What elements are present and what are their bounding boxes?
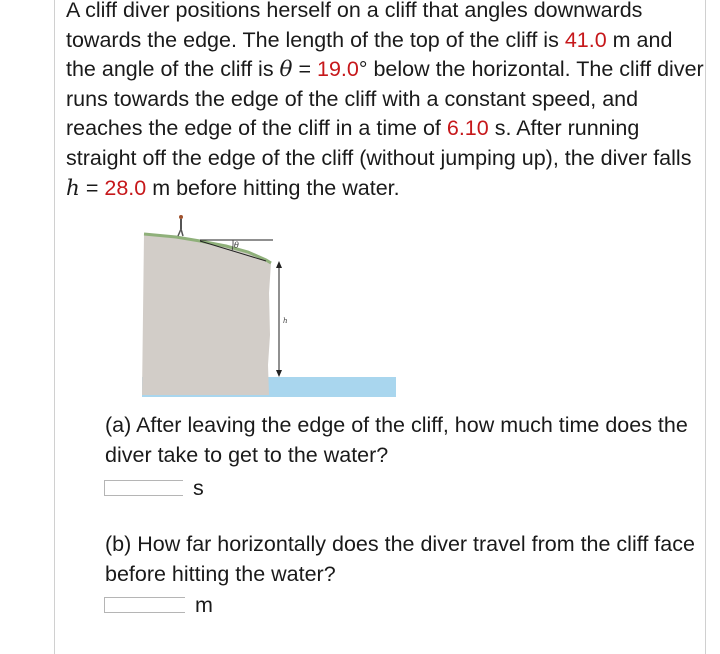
problem-text-2: m and the angle of the cliff is [66,27,673,82]
answer-row-b [104,594,213,616]
answer-row-a [104,477,204,499]
problem-text-4: ° below the horizontal. The cliff diver runs towards the edge of the cliff with a constant speed, and reaches the edge of the cliff in a time of [66,57,704,141]
problem-text-6: = [79,175,105,200]
question-b-text: (b) How far horizontally does the diver travel from the cliff face before hitting the water? [105,532,695,586]
diver-figure [178,215,183,236]
problem-text-1: A cliff diver positions herself on a cliff that angles downwards towards the edge. The length of the top of the cliff is [66,0,643,52]
problem-text-5: s. After running straight off the edge of the cliff (without jumping up), the diver falls [66,116,692,170]
cliff-body [142,234,271,395]
problem-text-7: m before hitting the water. [146,175,400,200]
h-symbol: h [66,175,80,201]
answer-a-unit: s [193,476,204,500]
time-value: 6.10 [446,116,489,141]
question-a-text: (a) After leaving the edge of the cliff, how much time does the diver take to get to the water? [105,413,688,467]
theta-label: θ [234,241,239,250]
cliff-diagram [138,205,400,400]
cliff-length-value: 41.0 [564,27,607,52]
problem-text-3: = [292,57,318,82]
theta-symbol: θ [279,57,293,83]
angle-value: 19.0 [317,57,359,82]
height-value: 28.0 [104,175,147,200]
answer-b-input[interactable] [104,597,185,613]
cliff-diagram-svg [138,205,400,400]
height-arrow-head-bottom [276,370,282,377]
h-label: h [283,317,288,325]
problem-statement [66,0,706,203]
height-arrow-head-top [276,261,282,268]
answer-b-unit: m [195,593,213,617]
answer-a-input[interactable] [104,480,183,496]
